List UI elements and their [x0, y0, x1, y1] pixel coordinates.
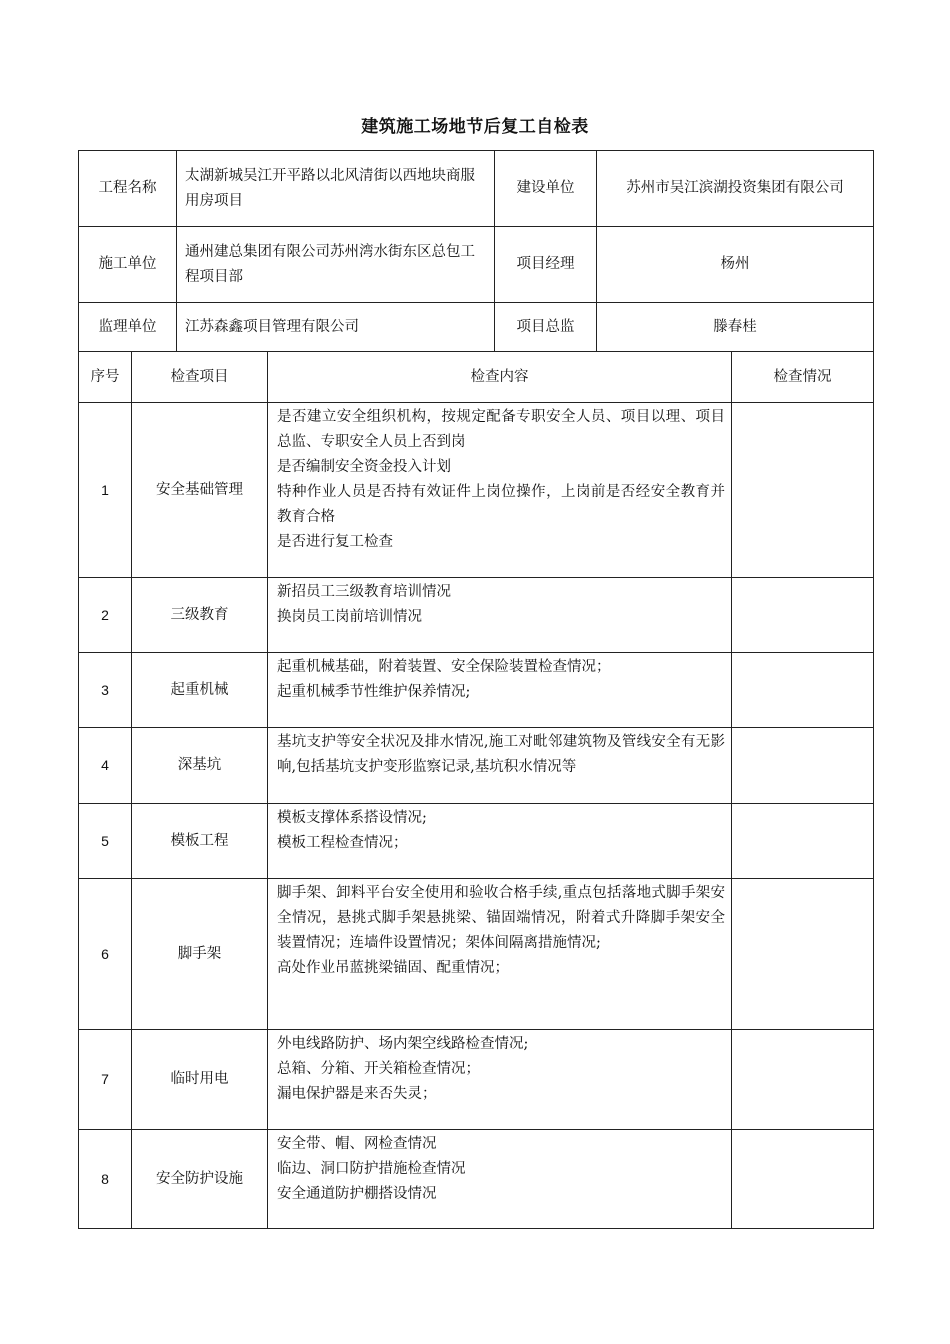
content-line: 安全带、帽、网检查情况 — [277, 1136, 437, 1152]
row-number: 7 — [79, 1030, 132, 1130]
project-info-table — [78, 150, 874, 352]
content-line: 起重机械季节性维护保养情况; — [277, 684, 471, 700]
row-content — [268, 1130, 732, 1229]
row-item: 脚手架 — [132, 879, 268, 1030]
builder-value: 苏州市吴江滨湖投资集团有限公司 — [597, 151, 874, 227]
content-line: 换岗员工岗前培训情况 — [277, 609, 422, 625]
row-result[interactable] — [732, 1130, 874, 1229]
row-content — [268, 403, 732, 578]
content-line: 脚手架、卸料平台安全使用和验收合格手续,重点包括落地式脚手架安全情况，悬挑式脚手架悬挑梁、锚固端情况，附着式升降脚手架安全装置情况；连墙件设置情况；架体间隔离措施情况; — [277, 885, 725, 951]
content-line: 模板支撑体系搭设情况; — [277, 810, 427, 826]
builder-label: 建设单位 — [495, 151, 597, 227]
page-title: 建筑施工场地节后复工自检表 — [361, 117, 589, 137]
manager-value: 杨州 — [597, 227, 874, 303]
row-result[interactable] — [732, 804, 874, 879]
table-row — [79, 1030, 874, 1130]
row-item: 临时用电 — [132, 1030, 268, 1130]
row-result[interactable] — [732, 728, 874, 804]
row-result[interactable] — [732, 879, 874, 1030]
content-line: 临边、洞口防护措施检查情况 — [277, 1161, 466, 1177]
row-content — [268, 728, 732, 804]
inspection-table — [78, 351, 874, 1229]
content-line: 特种作业人员是否持有效证件上岗位操作，上岗前是否经安全教育并教育合格 — [277, 484, 725, 525]
row-result[interactable] — [732, 1030, 874, 1130]
row-content — [268, 578, 732, 653]
row-item: 安全基础管理 — [132, 403, 268, 578]
contractor-label: 施工单位 — [79, 227, 177, 303]
info-row-supervisor — [79, 303, 874, 352]
table-row — [79, 403, 874, 578]
header-content: 检查内容 — [268, 352, 732, 403]
row-result[interactable] — [732, 578, 874, 653]
header-result: 检查情况 — [732, 352, 874, 403]
row-number: 6 — [79, 879, 132, 1030]
content-line: 漏电保护器是来否失灵； — [277, 1086, 437, 1102]
supervisor-value: 江苏森鑫项目管理有限公司 — [177, 303, 495, 352]
project-name-value: 太湖新城吴江开平路以北风清街以西地块商服用房项目 — [177, 151, 495, 227]
row-item: 安全防护设施 — [132, 1130, 268, 1229]
row-result[interactable] — [732, 403, 874, 578]
content-line: 总箱、分箱、开关箱检查情况； — [277, 1061, 480, 1077]
table-row — [79, 653, 874, 728]
content-line: 基坑支护等安全状况及排水情况,施工对毗邻建筑物及管线安全有无影响,包括基坑支护变形监察记录,基坑积水情况等 — [277, 734, 725, 775]
header-no: 序号 — [79, 352, 132, 403]
manager-label: 项目经理 — [495, 227, 597, 303]
row-number: 1 — [79, 403, 132, 578]
table-header-row — [79, 352, 874, 403]
row-item: 三级教育 — [132, 578, 268, 653]
table-row — [79, 804, 874, 879]
table-row — [79, 728, 874, 804]
row-item: 模板工程 — [132, 804, 268, 879]
info-row-contractor — [79, 227, 874, 303]
header-item: 检查项目 — [132, 352, 268, 403]
row-result[interactable] — [732, 653, 874, 728]
row-content — [268, 653, 732, 728]
table-row — [79, 1130, 874, 1229]
row-number: 4 — [79, 728, 132, 804]
row-item: 起重机械 — [132, 653, 268, 728]
project-name-label: 工程名称 — [79, 151, 177, 227]
content-line: 是否建立安全组织机构，按规定配备专职安全人员、项目以理、项目总监、专职安全人员上否到岗 — [277, 409, 725, 450]
content-line: 起重机械基础，附着装置、安全保险装置检查情况； — [277, 659, 611, 675]
content-line: 高处作业吊蓝挑梁锚固、配重情况； — [277, 960, 509, 976]
row-number: 2 — [79, 578, 132, 653]
content-line: 是否进行复工检查 — [277, 534, 393, 550]
row-number: 8 — [79, 1130, 132, 1229]
content-line: 模板工程检查情况； — [277, 835, 408, 851]
contractor-value: 通州建总集团有限公司苏州湾水街东区总包工程项目部 — [177, 227, 495, 303]
table-row — [79, 879, 874, 1030]
info-row-project — [79, 151, 874, 227]
content-line: 安全通道防护棚搭设情况 — [277, 1186, 437, 1202]
row-content — [268, 879, 732, 1030]
table-row — [79, 578, 874, 653]
supervisor-label: 监理单位 — [79, 303, 177, 352]
chief-supervisor-value: 滕春桂 — [597, 303, 874, 352]
chief-supervisor-label: 项目总监 — [495, 303, 597, 352]
content-line: 外电线路防护、场内架空线路检查情况; — [277, 1036, 529, 1052]
content-line: 是否编制安全资金投入计划 — [277, 459, 451, 475]
row-number: 5 — [79, 804, 132, 879]
row-number: 3 — [79, 653, 132, 728]
row-content — [268, 804, 732, 879]
content-line: 新招员工三级教育培训情况 — [277, 584, 451, 600]
row-content — [268, 1030, 732, 1130]
row-item: 深基坑 — [132, 728, 268, 804]
